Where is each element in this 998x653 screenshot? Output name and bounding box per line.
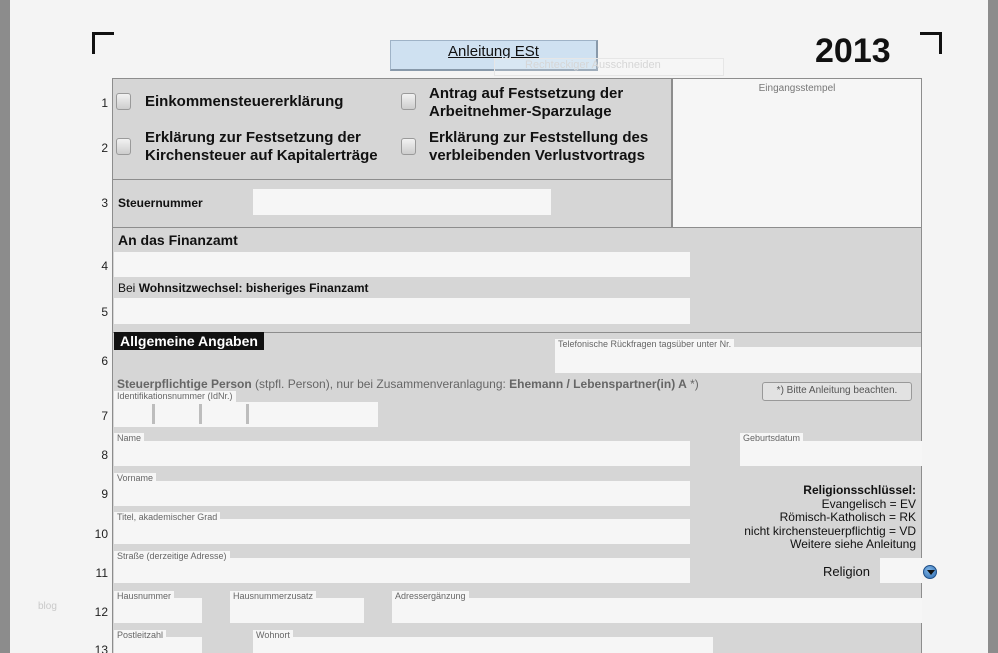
watermark: blog [38,601,57,612]
crop-mark-top-right [920,32,942,54]
hausnummerzusatz-label: Hausnummerzusatz [230,591,316,602]
wohnsitzwechsel-prefix: Bei [118,281,139,295]
row-number: 6 [101,354,108,368]
telefon-label: Telefonische Rückfragen tagsüber unter Nr. [555,339,734,350]
kirchensteuer-checkbox[interactable] [116,138,131,155]
anleitung-hint-button[interactable]: *) Bitte Anleitung beachten. [762,382,912,401]
religion-line: Weitere siehe Anleitung [790,537,916,552]
arbeitnehmer-line-2: Arbeitnehmer-Sparzulage [429,103,612,120]
geburtsdatum-label: Geburtsdatum [740,433,803,444]
religion-heading: Religionsschlüssel: [803,483,916,497]
verlustvortrag-checkbox[interactable] [401,138,416,155]
row-number: 11 [95,566,108,580]
wohnort-input[interactable] [253,637,713,653]
form-page [10,0,988,653]
verlustvortrag-label [429,129,648,165]
name-label: Name [114,433,144,444]
row-number: 2 [101,141,108,155]
wohnort-label: Wohnort [253,630,293,641]
steuernummer-input[interactable] [253,189,551,215]
religion-label: Religion [823,564,870,579]
kirchensteuer-line-2: Kirchensteuer auf Kapitalerträge [145,147,378,164]
allgemeine-angaben-heading: Allgemeine Angaben [114,332,264,350]
idnr-separator [246,404,249,424]
person-bold-2: Ehemann / Lebenspartner(in) A [509,377,687,391]
row-number: 8 [101,448,108,462]
religion-select[interactable] [880,558,922,583]
row-number: 13 [94,643,108,653]
eingangsstempel-box [672,78,922,228]
eingangsstempel-label: Eingangsstempel [758,83,836,94]
kirchensteuer-line-1: Erklärung zur Festsetzung der [145,129,361,146]
idnr-separator [152,404,155,424]
einkommensteuer-label: Einkommensteuererklärung [145,93,344,110]
person-normal: (stpfl. Person), nur bei Zusammenveranlagung: [251,377,510,391]
row-number: 9 [101,487,108,501]
form-year: 2013 [815,32,891,70]
finanzamt-input[interactable] [114,252,690,277]
person-bold: Steuerpflichtige Person [117,377,252,391]
row-number: 7 [101,409,108,423]
titel-label: Titel, akademischer Grad [114,512,220,523]
religionsschluessel-legend [744,484,916,552]
postleitzahl-label: Postleitzahl [114,630,166,641]
kirchensteuer-label [145,129,378,165]
religion-line: nicht kirchensteuerpflichtig = VD [744,523,916,538]
ghost-context-menu: Rechteckiger Ausschneiden [494,58,724,76]
religion-line: Evangelisch = EV [821,496,916,511]
hausnummer-label: Hausnummer [114,591,174,602]
row-number: 4 [101,259,108,273]
einkommensteuer-checkbox[interactable] [116,93,131,110]
row-number: 5 [101,305,108,319]
anleitung-button[interactable]: Anleitung ESt [390,40,598,71]
wohnsitzwechsel-label [118,281,369,295]
idnr-separator [199,404,202,424]
telefon-input[interactable] [555,347,921,373]
row-number: 3 [101,196,108,210]
vorname-label: Vorname [114,473,156,484]
row-number: 12 [94,605,108,619]
wohnsitzwechsel-bold: Wohnsitzwechsel: bisheriges Finanzamt [138,281,369,295]
geburtsdatum-input[interactable] [740,441,922,466]
person-star: *) [686,377,699,391]
bisheriges-finanzamt-input[interactable] [114,298,690,324]
arbeitnehmer-sparzulage-checkbox[interactable] [401,93,416,110]
arbeitnehmer-sparzulage-label [429,85,623,121]
name-input[interactable] [114,441,690,466]
vorname-input[interactable] [114,481,690,506]
crop-mark-top-left [92,32,114,54]
chevron-down-icon[interactable] [923,565,937,579]
verlust-line-2: verbleibenden Verlustvortrags [429,147,645,164]
finanzamt-heading: An das Finanzamt [118,232,238,248]
arbeitnehmer-line-1: Antrag auf Festsetzung der [429,85,624,102]
idnr-label: Identifikationsnummer (IdNr.) [114,391,236,402]
row-number: 1 [101,96,108,110]
row-number: 10 [94,527,108,541]
religion-line: Römisch-Katholisch = RK [779,510,916,525]
adressergaenzung-input[interactable] [392,598,922,623]
strasse-label: Straße (derzeitige Adresse) [114,551,230,562]
adressergaenzung-label: Adressergänzung [392,591,469,602]
verlust-line-1: Erklärung zur Feststellung des [429,129,649,146]
steuernummer-label: Steuernummer [118,196,203,210]
steuerpflichtige-person-line [117,377,699,391]
